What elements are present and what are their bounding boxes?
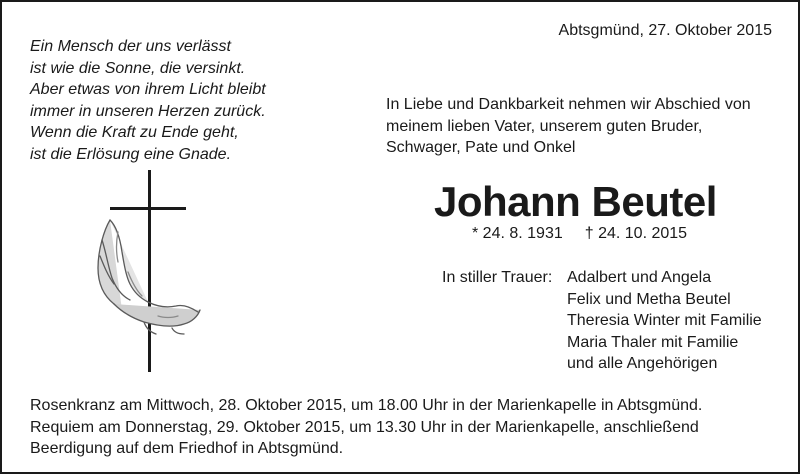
service-details: [30, 395, 702, 460]
mourner-item: Maria Thaler mit Familie: [567, 333, 739, 351]
farewell-line: In Liebe und Dankbarkeit nehmen wir Abschied von: [386, 96, 751, 113]
poem-line: ist wie die Sonne, die versinkt.: [30, 59, 246, 77]
mourner-item: Theresia Winter mit Familie: [567, 312, 762, 329]
mourner-item: Adalbert und Angela: [567, 269, 712, 286]
mourner-item: und alle Angehörigen: [567, 355, 718, 372]
poem-line: Ein Mensch der uns verlässt: [30, 38, 231, 55]
place-date: Abtsgmünd, 27. Oktober 2015: [558, 22, 772, 39]
praying-hands-icon: [88, 212, 204, 336]
service-line: Requiem am Donnerstag, 29. Oktober 2015, um 13.30 Uhr in der Marienkapelle, anschließend: [30, 418, 699, 436]
farewell-line: Schwager, Pate und Onkel: [386, 139, 576, 156]
memorial-poem: [30, 36, 266, 165]
mourners-label: In stiller Trauer:: [442, 269, 553, 286]
deceased-name: Johann Beutel: [434, 178, 717, 225]
death-date: † 24. 10. 2015: [584, 225, 688, 242]
farewell-line: meinem lieben Vater, unserem guten Bruder,: [386, 117, 703, 135]
latin-cross-icon-bar: [110, 207, 186, 210]
birth-date: * 24. 8. 1931: [472, 225, 563, 242]
service-line: Rosenkranz am Mittwoch, 28. Oktober 2015, um 18.00 Uhr in der Marienkapelle in Abtsgmünd.: [30, 397, 703, 414]
poem-line: ist die Erlösung eine Gnade.: [30, 145, 232, 163]
mourner-item: Felix und Metha Beutel: [567, 290, 731, 308]
service-line: Beerdigung auf dem Friedhof in Abtsgmünd.: [30, 440, 344, 457]
mourners-list: [567, 267, 762, 375]
poem-line: immer in unseren Herzen zurück.: [30, 102, 266, 120]
farewell-text: [386, 94, 751, 159]
poem-line: Aber etwas von ihrem Licht bleibt: [30, 81, 266, 98]
life-dates: [472, 223, 687, 245]
poem-line: Wenn die Kraft zu Ende geht,: [30, 124, 239, 141]
